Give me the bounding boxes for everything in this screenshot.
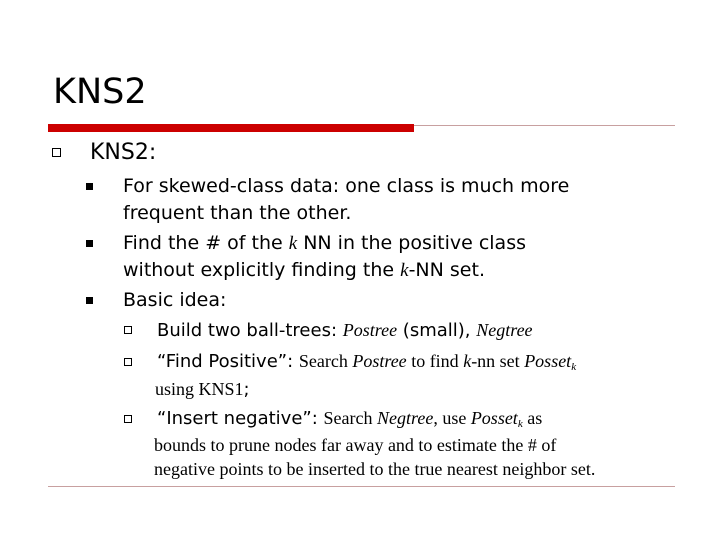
bullet-find-k-line1 [123, 230, 526, 257]
bullet-filled-square-icon [86, 297, 93, 304]
sub-bullet-hollow-square-icon [124, 358, 132, 366]
slide-title: KNS2 [53, 72, 147, 112]
bullet-filled-square-icon [86, 240, 93, 247]
text-fragment: Build two ball-trees: [157, 320, 343, 341]
text-fragment: Find the # of the [123, 232, 289, 254]
sub-build-trees [157, 317, 533, 344]
text-fragment: as [522, 408, 543, 428]
title-thin-rule [414, 125, 675, 126]
text-fragment: “Insert negative”: [157, 408, 324, 429]
bullet-filled-square-icon [86, 183, 93, 190]
text-fragment: without explicitly finding the [123, 259, 401, 281]
text-fragment: using KNS1 [155, 379, 244, 399]
text-fragment: ; [243, 379, 250, 400]
text-fragment: Search [298, 351, 353, 371]
bullet-skewed-line2: frequent than the other. [123, 202, 352, 224]
text-fragment: (small), [397, 320, 477, 341]
sub-insert-negative-line2: bounds to prune nodes far away and to estimate the # of [154, 435, 557, 455]
sub-insert-negative-line1 [157, 405, 542, 432]
bullet-skewed-line1: For skewed-class data: one class is much more [123, 175, 570, 197]
postree-term: Postree [342, 320, 398, 340]
footer-rule [48, 486, 675, 487]
k-variable: k [463, 351, 472, 371]
negtree-term: Negtree [476, 320, 533, 340]
text-fragment: -nn set [471, 351, 525, 371]
text-fragment: -NN set. [408, 259, 485, 281]
text-fragment: Search [323, 408, 377, 428]
k-variable: k [400, 260, 409, 281]
k-variable: k [288, 233, 298, 254]
text-fragment: “Find Positive”: [157, 351, 299, 372]
sub-bullet-hollow-square-icon [124, 326, 132, 334]
text-fragment: NN in the positive class [297, 232, 526, 254]
text-fragment: , use [433, 408, 471, 428]
sub-find-positive-line2 [155, 376, 250, 403]
posset-term: Posset [470, 408, 518, 428]
negtree-term: Negtree [377, 408, 434, 428]
title-accent-rule [48, 124, 414, 132]
sub-find-positive-line1 [157, 348, 576, 375]
bullet-hollow-square-icon [52, 148, 61, 157]
sub-insert-negative-line3: negative points to be inserted to the true nearest neighbor set. [154, 459, 596, 479]
postree-term: Postree [352, 351, 407, 371]
subscript-k: k [571, 361, 577, 373]
text-fragment: to find [406, 351, 464, 371]
posset-term: Posset [524, 351, 572, 371]
sub-bullet-hollow-square-icon [124, 415, 132, 423]
level1-heading: KNS2: [90, 140, 157, 165]
subscript-k: k [517, 418, 523, 430]
bullet-find-k-line2 [123, 257, 485, 284]
bullet-basic-idea: Basic idea: [123, 289, 227, 311]
